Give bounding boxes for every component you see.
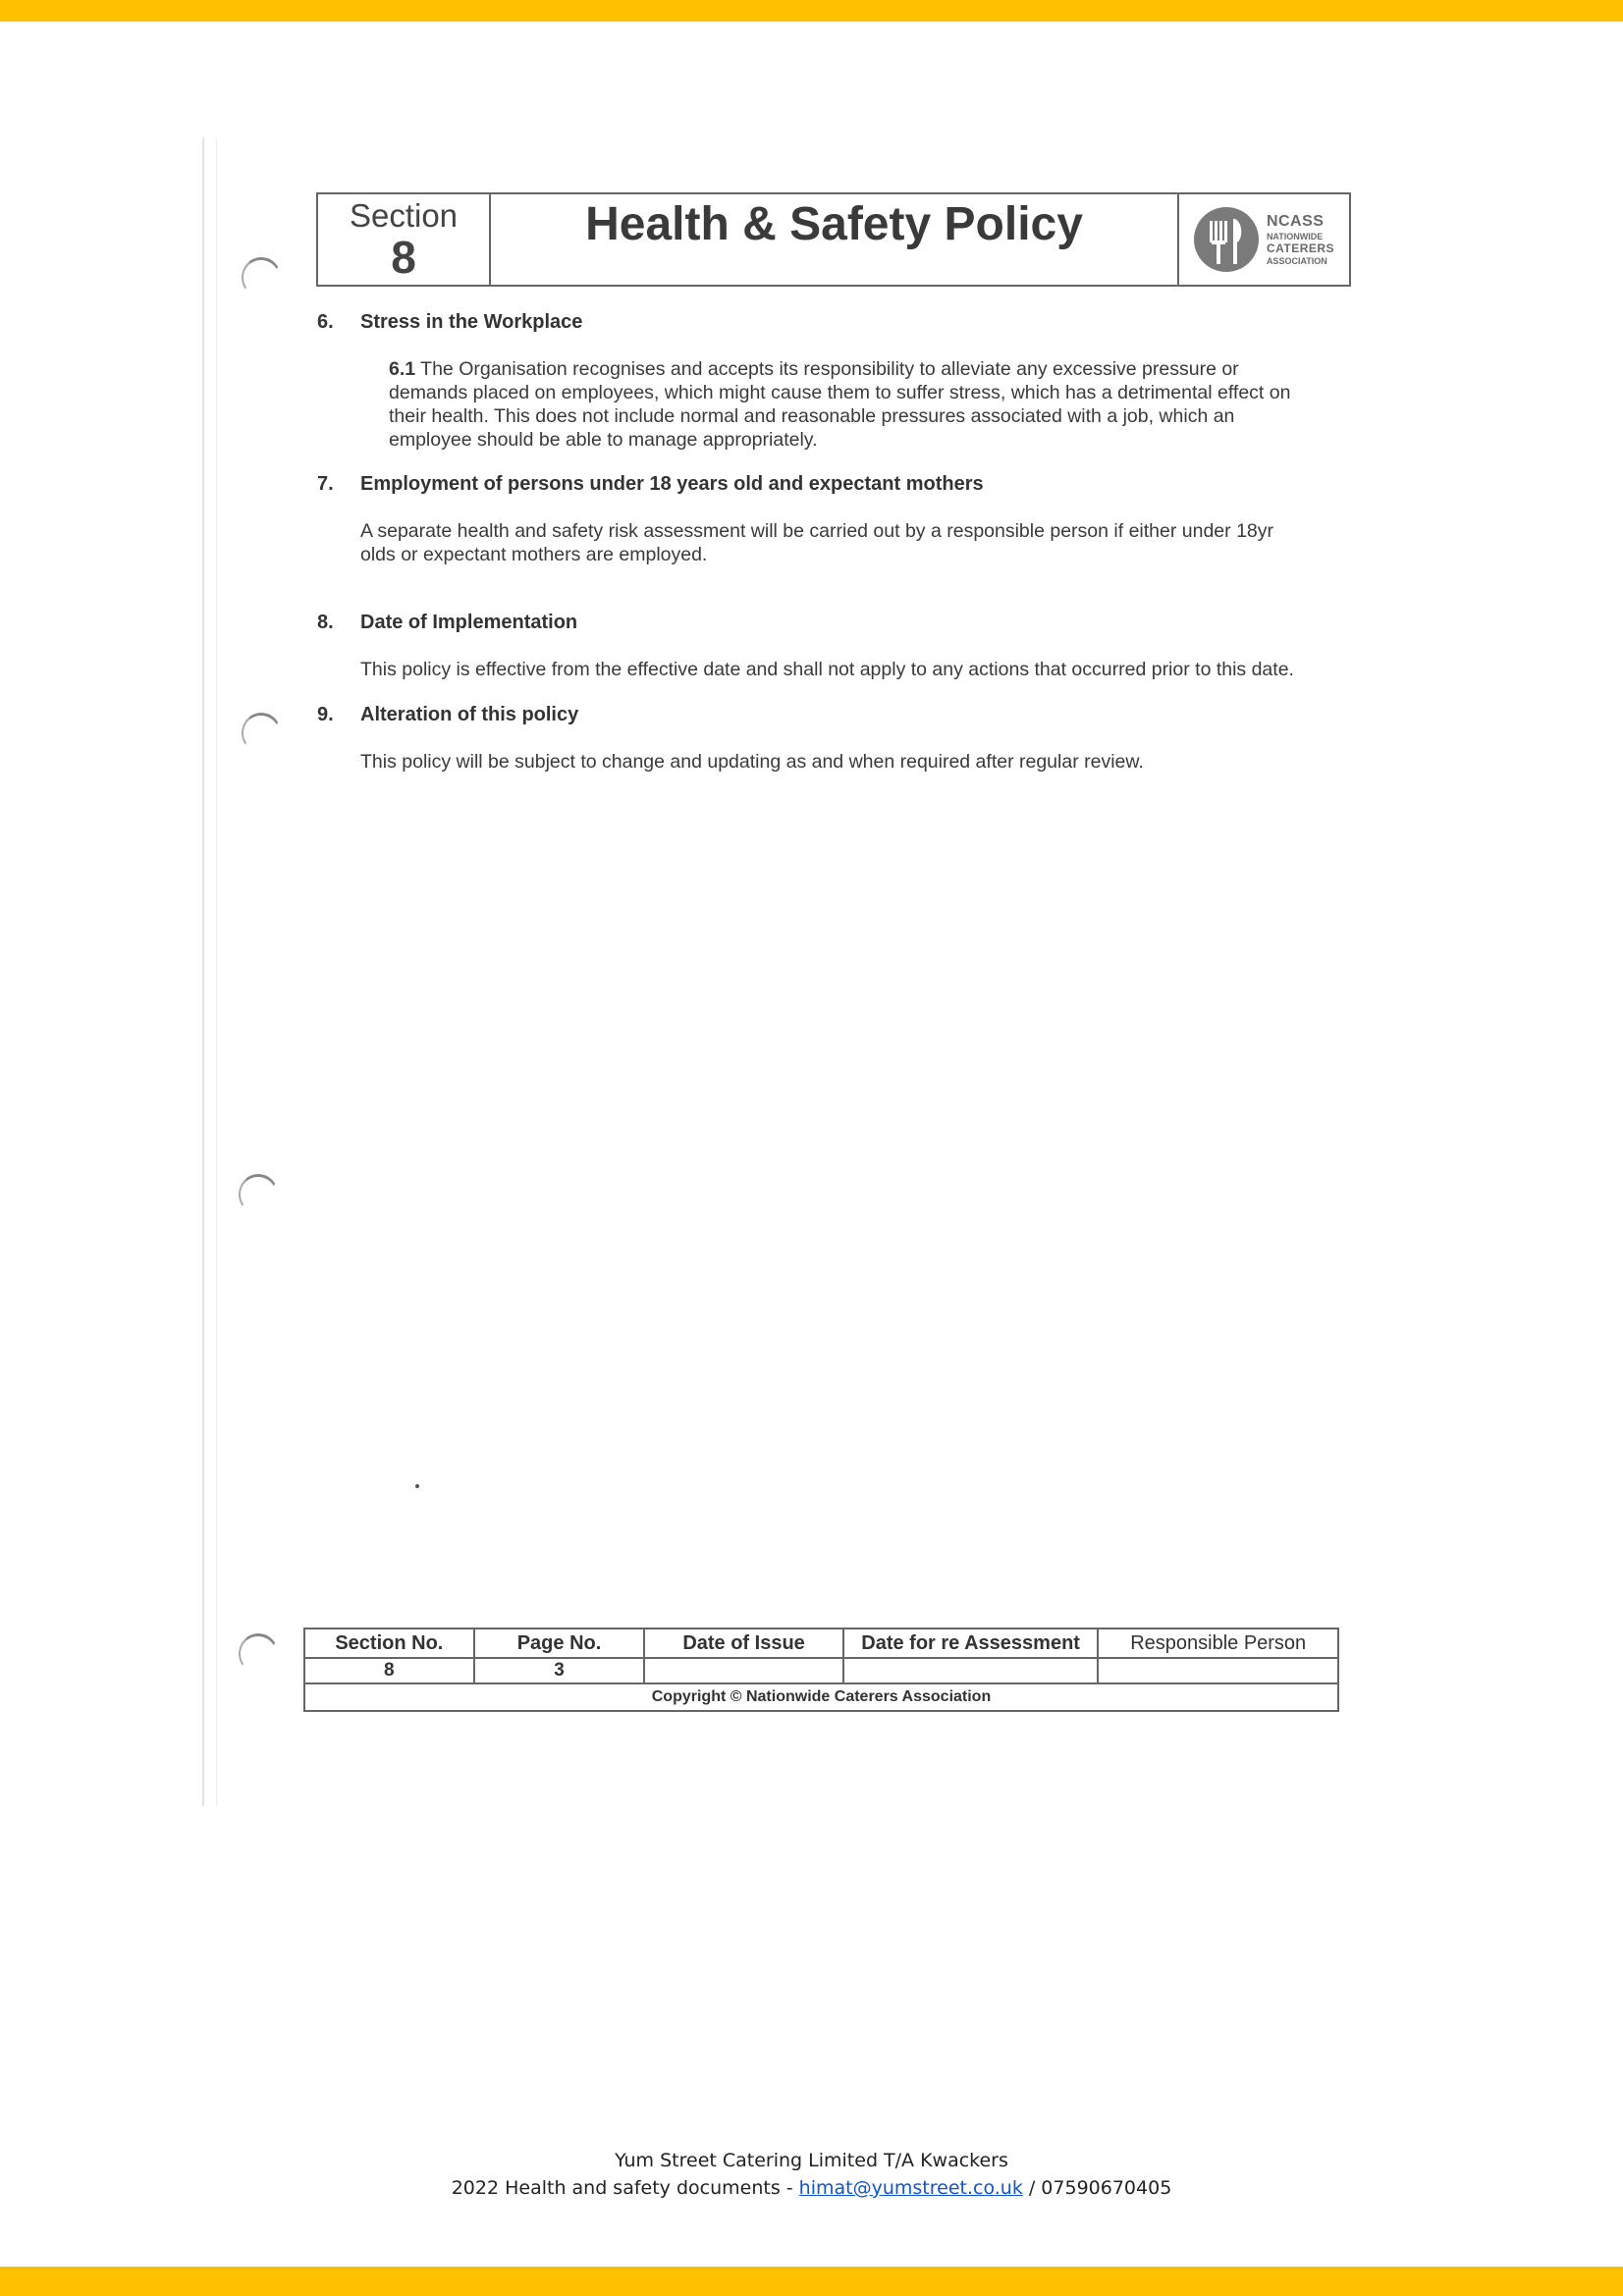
section-heading (317, 612, 577, 634)
section-heading-number: 8. (317, 612, 334, 633)
paragraph-line: employee should be able to manage appropriately. (389, 429, 818, 451)
section-heading (317, 311, 582, 334)
document-footer (0, 2147, 1623, 2202)
paragraph-line: olds or expectant mothers are employed. (360, 544, 708, 565)
table-header-cell: Date for re Assessment (843, 1629, 1099, 1658)
section-number: 8 (391, 232, 416, 283)
email-link[interactable]: himat@yumstreet.co.uk (798, 2177, 1023, 2199)
section-heading-text: Stress in the Workplace (360, 311, 583, 333)
copyright-row (304, 1683, 1338, 1711)
table-cell: 3 (474, 1658, 645, 1683)
table-header-row (304, 1629, 1338, 1658)
table-cell (1098, 1658, 1338, 1683)
table-header-cell: Section No. (304, 1629, 474, 1658)
sub-clause-number: 6.1 (389, 358, 416, 380)
company-line: Yum Street Catering Limited T/A Kwackers (615, 2150, 1008, 2171)
section-heading-text: Date of Implementation (360, 612, 578, 633)
paragraph-line: demands placed on employees, which might cause them to suffer stress, which has a detrimental effect on (389, 382, 1291, 403)
table-cell (644, 1658, 843, 1683)
paragraph-line: This policy is effective from the effective date and shall not apply to any actions that occurred prior to this date. (360, 659, 1294, 680)
scan-edge-line (216, 137, 217, 1806)
section-label: Section (349, 197, 459, 234)
page-title: Health & Safety Policy (585, 198, 1083, 250)
paragraph-line: their health. This does not include normal and reasonable pressures associated with a job, which an (389, 405, 1235, 427)
contact-line: 2022 Health and safety documents - himat@yumstreet.co.uk / 07590670405 (451, 2177, 1172, 2199)
copyright-text: Copyright © Nationwide Caterers Association (304, 1683, 1338, 1711)
ncass-logo (1177, 194, 1349, 285)
section-heading-text: Employment of persons under 18 years old and expectant mothers (360, 473, 984, 495)
cutlery-icon (1194, 207, 1259, 272)
table-cell (843, 1658, 1099, 1683)
section-box (318, 194, 491, 285)
scan-speck (415, 1484, 419, 1488)
section-paragraph (360, 658, 1294, 681)
table-cell: 8 (304, 1658, 474, 1683)
section-heading-number: 9. (317, 704, 334, 725)
logo-wordmark: NCASS NATIONWIDE CATERERS ASSOCIATION (1266, 212, 1335, 266)
top-accent-bar (0, 0, 1623, 22)
section-heading (317, 704, 578, 726)
section-heading-text: Alteration of this policy (360, 704, 579, 725)
section-heading-number: 7. (317, 473, 334, 495)
policy-header (316, 192, 1351, 287)
table-header-cell: Page No. (474, 1629, 645, 1658)
table-header-cell: Date of Issue (644, 1629, 843, 1658)
section-paragraph (360, 750, 1144, 774)
table-row (304, 1658, 1338, 1683)
paragraph-line: 6.1 The Organisation recognises and accepts its responsibility to alleviate any excessive pressure or (389, 358, 1239, 380)
section-heading (317, 473, 984, 496)
scan-edge-line (202, 137, 204, 1806)
document-control-table (303, 1628, 1339, 1712)
paragraph-line: This policy will be subject to change and updating as and when required after regular review. (360, 751, 1144, 773)
section-heading-number: 6. (317, 311, 334, 333)
section-paragraph (389, 357, 1290, 452)
paragraph-line: A separate health and safety risk assessment will be carried out by a responsible person if either under 18yr (360, 520, 1274, 542)
table-header-cell: Responsible Person (1098, 1629, 1338, 1658)
section-paragraph (360, 519, 1273, 566)
bottom-accent-bar (0, 2267, 1623, 2296)
